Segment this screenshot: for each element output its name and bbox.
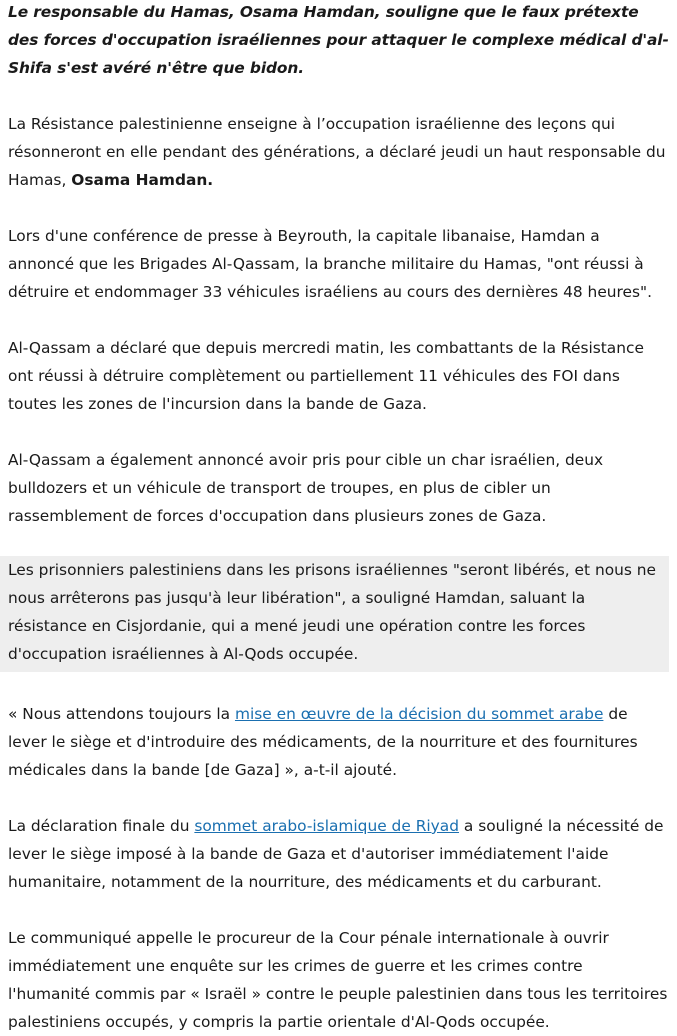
paragraph-8: Le communiqué appelle le procureur de la Cour pénale internationale à ouvrir immédiatement une enquête sur les crimes de guerre et les crimes contre l'humanité commis par « Israël » contre le peuple palestinien dans tous les territoires palestiniens occupés, y compris la partie orientale d'Al-Qods occupée. [8, 929, 668, 1031]
riyadh-summit-link[interactable]: sommet arabo-islamique de Riyad [194, 817, 459, 835]
paragraph-4: Al-Qassam a également annoncé avoir pris pour cible un char israélien, deux bulldozers et un véhicule de transport de troupes, en plus de cibler un rassemblement de forces d'occupation dans plusieurs zones de Gaza. [8, 451, 604, 525]
paragraph-6-after: de lever le siège et d'introduire des médicaments, de la nourriture et des fournitures médicales dans la bande [de Gaza] », a-t-il ajouté. [8, 705, 638, 779]
paragraph-1 [8, 110, 669, 194]
paragraph-7 [8, 812, 669, 896]
arab-summit-decision-link[interactable]: mise en œuvre de la décision du sommet arabe [234, 705, 604, 723]
paragraph-6 [8, 700, 669, 784]
paragraph-3: Al-Qassam a déclaré que depuis mercredi matin, les combattants de la Résistance ont réussi à détruire complètement ou partiellement 11 véhicules des FOI dans toutes les zones de l'incursion dans la bande de Gaza. [8, 339, 644, 413]
paragraph-6-before: « Nous attendons toujours la [8, 705, 235, 723]
highlighted-paragraph: Les prisonniers palestiniens dans les prisons israéliennes "seront libérés, et nous ne nous arrêterons pas jusqu'à leur libération", a souligné Hamdan, saluant la résistance en Cisjordanie, qui a mené jeudi une opération contre les forces d'occupation israéliennes à Al-Qods occupée. [0, 556, 669, 672]
article-lead: Le responsable du Hamas, Osama Hamdan, souligne que le faux prétexte des forces d'occupation israéliennes pour attaquer le complexe médical d'al-Shifa s'est avéré n'être que bidon. [8, 3, 669, 77]
paragraph-7-before: La déclaration finale du [8, 817, 195, 835]
paragraph-1-text: La Résistance palestinienne enseigne à l’occupation israélienne des leçons qui résonneront en elle pendant des générations, a déclaré jeudi un haut responsable du Hamas, [8, 115, 666, 189]
paragraph-7-after: a souligné la nécessité de lever le siège imposé à la bande de Gaza et d'autoriser immédiatement l'aide humanitaire, notamment de la nourriture, des médicaments et du carburant. [8, 817, 664, 891]
paragraph-2: Lors d'une conférence de presse à Beyrouth, la capitale libanaise, Hamdan a annoncé que les Brigades Al-Qassam, la branche militaire du Hamas, "ont réussi à détruire et endommager 33 véhicules israéliens au cours des dernières 48 heures". [8, 227, 652, 301]
paragraph-1-name: Osama Hamdan. [71, 171, 214, 189]
